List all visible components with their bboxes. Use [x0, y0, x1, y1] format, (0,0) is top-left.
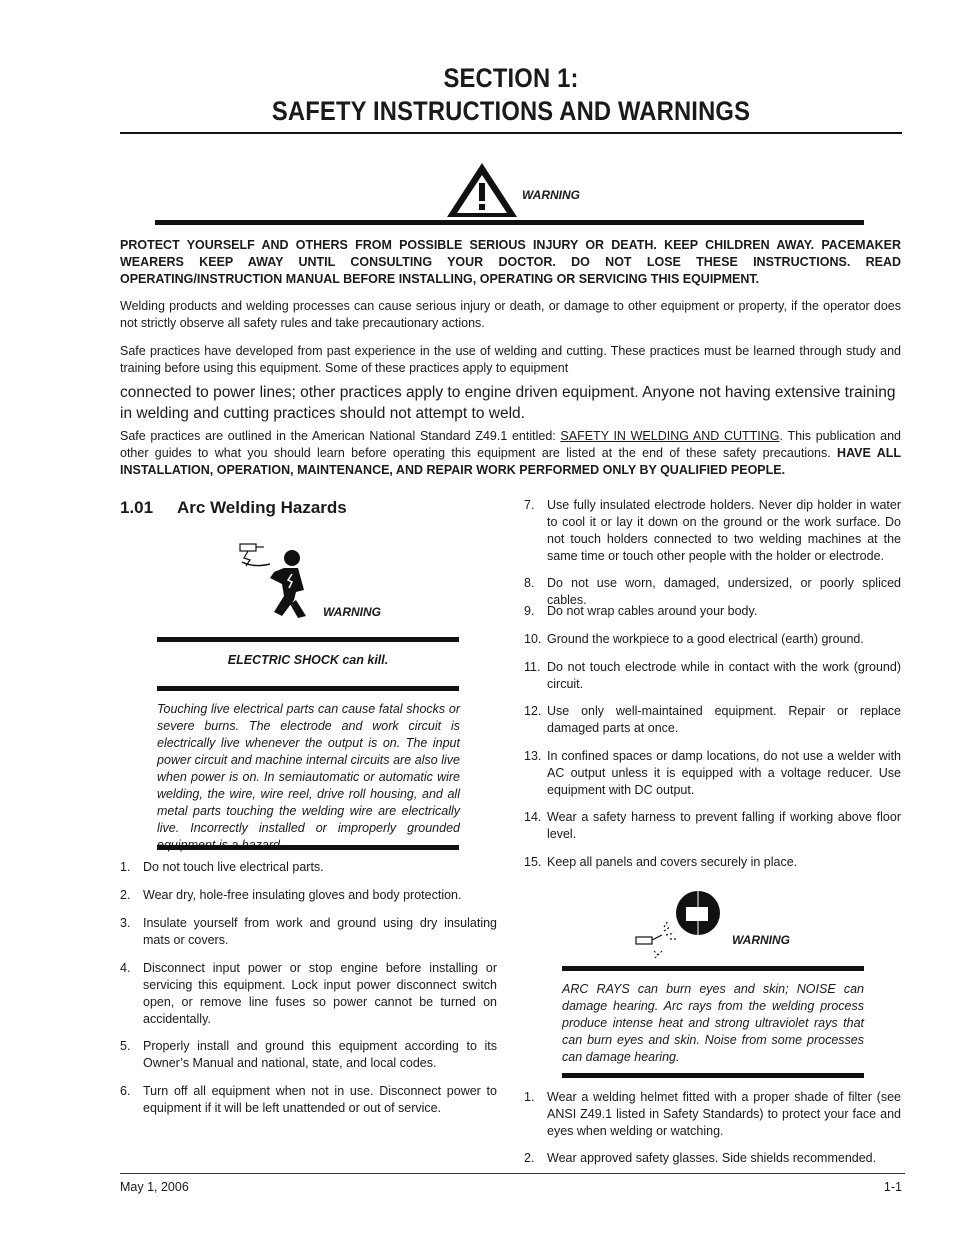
item-number: 12.: [524, 704, 542, 718]
title-rule: [120, 132, 902, 134]
arc-bar-bottom: [562, 1073, 864, 1078]
footer-rule: [120, 1173, 905, 1174]
footer-date: May 1, 2006: [120, 1180, 189, 1194]
title-line-2: SAFETY INSTRUCTIONS AND WARNINGS: [271, 96, 751, 126]
item-number: 13.: [524, 749, 542, 763]
arc-warning-label: WARNING: [732, 933, 790, 947]
shock-bar-top: [157, 637, 459, 642]
arc-body: ARC RAYS can burn eyes and skin; NOISE can damage hearing. Arc rays from the welding process produce intense heat and strong ultraviolet rays that can burn eyes and skin. Noise from some processes can damage hearing.: [562, 982, 864, 1064]
electric-shock-icon: [234, 540, 318, 618]
top-warning-label: WARNING: [522, 188, 580, 202]
intro-para-1: Welding products and welding processes can cause serious injury or death, or damage to other equipment or property, if the operator does not strictly observe all safety rules and take precautionary actions.: [120, 299, 901, 330]
item-number: 4.: [120, 961, 131, 975]
item-text: Properly install and ground this equipment according to its Owner’s Manual and national, state, and local codes.: [143, 1039, 497, 1070]
section-number: 1.01: [120, 498, 154, 517]
shock-heading: ELECTRIC SHOCK can kill.: [227, 653, 389, 667]
item-number: 1.: [120, 860, 131, 874]
item-text: Disconnect input power or stop engine before installing or servicing this equipment. Lock input power disconnect switch open, or remove line fuses so power cannot be turned on accidentally.: [143, 961, 497, 1026]
item-text: Do not touch electrode while in contact with the work (ground) circuit.: [547, 660, 901, 691]
item-text: Wear dry, hole-free insulating gloves and body protection.: [143, 888, 462, 902]
item-text: Do not use worn, damaged, undersized, or poorly spliced cables.: [547, 576, 901, 607]
item-text: Wear approved safety glasses. Side shields recommended.: [547, 1151, 877, 1165]
item-text: Use fully insulated electrode holders. Never dip holder in water to cool it or lay it down on the ground or the work surface. Do not touch holders connected to two welding machines at the same time or touch other people with the holder or electrode.: [547, 498, 901, 563]
item-number: 10.: [524, 632, 542, 646]
intro-large-text: connected to power lines; other practices apply to engine driven equipment. Anyone not having extensive training in welding and cutting practices should not attempt to weld.: [120, 384, 896, 422]
shock-warning-label: WARNING: [323, 605, 381, 619]
item-number: 14.: [524, 810, 542, 824]
shock-bar-bottom: [157, 845, 459, 850]
section-title: Arc Welding Hazards: [177, 498, 347, 517]
arc-list: [524, 1089, 901, 1169]
para3-mid: . This publication and other guides to what you should learn before operating this equipment are listed at the end of these safety precautions.: [120, 429, 901, 460]
warning-triangle-icon: [445, 161, 519, 219]
item-number: 15.: [524, 855, 542, 869]
item-number: 11.: [524, 660, 541, 674]
item-number: 9.: [524, 604, 535, 618]
title-line-1: SECTION 1:: [443, 63, 579, 93]
item-text: Insulate yourself from work and ground using dry insulating mats or covers.: [143, 916, 497, 947]
para3-start: Safe practices are outlined in the American National Standard Z49.1 entitled:: [120, 429, 561, 443]
item-number: 1.: [524, 1090, 535, 1104]
para3-bold: HAVE ALL INSTALLATION, OPERATION, MAINTENANCE, AND REPAIR WORK PERFORMED ONLY BY QUALIFIED PEOPLE.: [120, 446, 901, 477]
page-title: [167, 62, 855, 128]
item-number: 7.: [524, 498, 535, 512]
item-text: Wear a safety harness to prevent falling if working above floor level.: [547, 810, 901, 841]
standard-title: SAFETY IN WELDING AND CUTTING: [560, 429, 780, 443]
intro-bold-warning: PROTECT YOURSELF AND OTHERS FROM POSSIBLE SERIOUS INJURY OR DEATH. KEEP CHILDREN AWAY. PACEMAKER WEARERS KEEP AWAY UNTIL CONSULTING YOUR DOCTOR. DO NOT LOSE THESE INSTRUCTIONS. READ OPERATING/INSTRUCTION MANUAL BEFORE INSTALLING, OPERATING OR SERVICING THIS EQUIPMENT.: [120, 238, 901, 286]
item-text: Wear a welding helmet fitted with a proper shade of filter (see ANSI Z49.1 listed in Safety Standards) to protect your face and eyes when welding or watching.: [547, 1090, 901, 1138]
shock-body: Touching live electrical parts can cause fatal shocks or severe burns. The electrode and work circuit is electrically live whenever the output is on. The input power circuit and machine internal circuits are also live when power is on. In semiautomatic or automatic wire welding, the wire, wire reel, drive roll housing, and all metal parts touching the welding wire are electrically live. Incorrectly installed or improperly grounded: [157, 702, 460, 835]
left-list: [120, 859, 497, 1129]
intro-para-2: Safe practices have developed from past experience in the use of welding and cutting. These practices must be learned through study and training before using this equipment. Some of these practices apply to equipment: [120, 344, 901, 375]
item-number: 6.: [120, 1084, 131, 1098]
welding-helmet-icon: [634, 887, 724, 963]
item-number: 2.: [524, 1151, 535, 1165]
item-text: Ground the workpiece to a good electrical (earth) ground.: [547, 632, 864, 646]
warning-bar: [155, 220, 864, 225]
intro-para-3: [120, 428, 901, 479]
item-text: Keep all panels and covers securely in place.: [547, 855, 798, 869]
item-text: Do not touch live electrical parts.: [143, 860, 324, 874]
item-number: 2.: [120, 888, 131, 902]
page-number: 1-1: [883, 1180, 902, 1194]
item-number: 8.: [524, 576, 535, 590]
item-number: 5.: [120, 1039, 131, 1053]
arc-bar-top: [562, 966, 864, 971]
item-text: Turn off all equipment when not in use. Disconnect power to equipment if it will be left unattended or out of service.: [143, 1084, 497, 1115]
shock-bar-mid: [157, 686, 459, 691]
right-list: [524, 497, 901, 877]
item-text: Do not wrap cables around your body.: [547, 604, 758, 618]
item-text: Use only well-maintained equipment. Repair or replace damaged parts at once.: [547, 704, 901, 735]
item-text: In confined spaces or damp locations, do not use a welder with AC output unless it is equipped with a voltage reducer. Use equipment with DC output.: [547, 749, 901, 797]
item-number: 3.: [120, 916, 131, 930]
